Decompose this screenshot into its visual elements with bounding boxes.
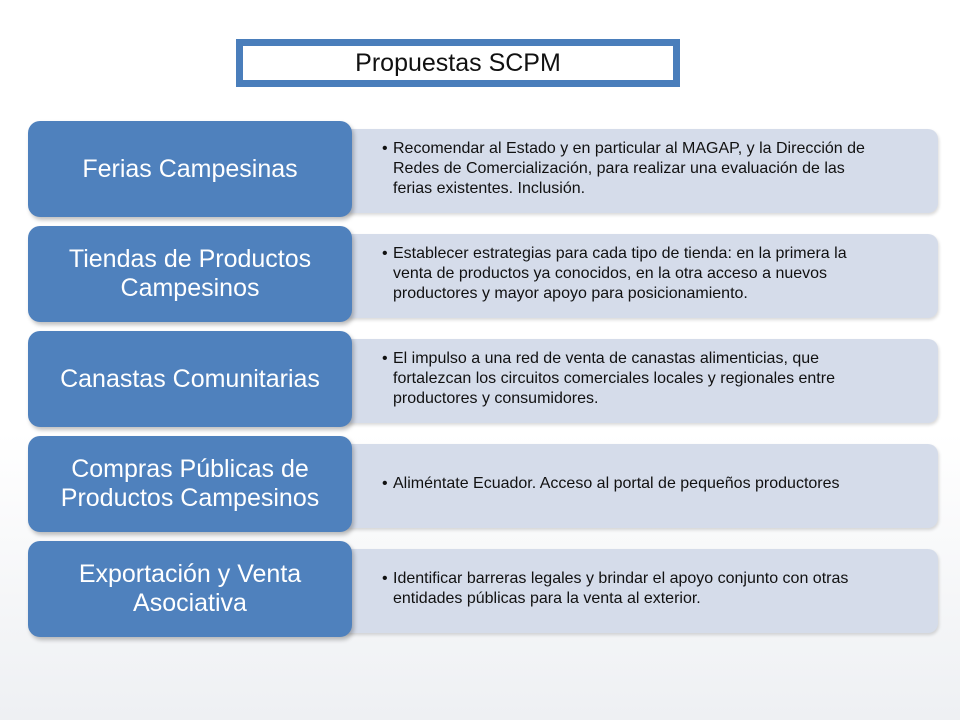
description-list	[382, 541, 878, 637]
description-item	[382, 139, 878, 199]
description-list	[382, 226, 878, 322]
proposal-row-tiendas	[28, 226, 938, 322]
category-label: Canastas Comunitarias	[60, 364, 320, 393]
bullet-icon: •	[382, 570, 388, 587]
description-list	[382, 121, 878, 217]
description-list	[382, 436, 878, 532]
description-list	[382, 331, 878, 427]
category-box	[28, 226, 352, 322]
category-box	[28, 541, 352, 637]
description-text: Identificar barreras legales y brindar el apoyo conjunto con otras entidades públicas para la venta al exterior.	[393, 570, 849, 607]
description-text: Recomendar al Estado y en particular al MAGAP, y la Dirección de Redes de Comercialización, para realizar una evaluación de las ferias existentes. Inclusión.	[393, 140, 865, 197]
category-box	[28, 436, 352, 532]
category-box	[28, 331, 352, 427]
proposal-row-exportacion	[28, 541, 938, 637]
bullet-icon: •	[382, 475, 388, 492]
proposal-row-ferias	[28, 121, 938, 217]
bullet-icon: •	[382, 350, 388, 367]
bullet-icon: •	[382, 140, 388, 157]
description-text: Establecer estrategias para cada tipo de tienda: en la primera la venta de productos ya conocidos, en la otra acceso a nuevos productores y mayor apoyo para posicionamiento.	[393, 245, 847, 302]
title-box	[236, 39, 680, 87]
bullet-icon: •	[382, 245, 388, 262]
page-title: Propuestas SCPM	[355, 48, 561, 77]
proposal-row-canastas	[28, 331, 938, 427]
category-label: Exportación y Venta Asociativa	[78, 560, 302, 617]
description-item	[382, 569, 878, 609]
category-label: Compras Públicas de Productos Campesinos	[60, 455, 320, 512]
category-label: Ferias Campesinas	[82, 154, 298, 183]
description-item	[382, 349, 878, 409]
proposal-row-compras	[28, 436, 938, 532]
description-item	[382, 474, 878, 494]
category-label: Tiendas de Productos Campesinos	[68, 245, 312, 302]
description-text: El impulso a una red de venta de canastas alimenticias, que fortalezcan los circuitos comerciales locales y regionales entre productores y consumidores.	[393, 350, 835, 407]
category-box	[28, 121, 352, 217]
description-item	[382, 244, 878, 304]
description-text: Aliméntate Ecuador. Acceso al portal de pequeños productores	[393, 475, 840, 492]
